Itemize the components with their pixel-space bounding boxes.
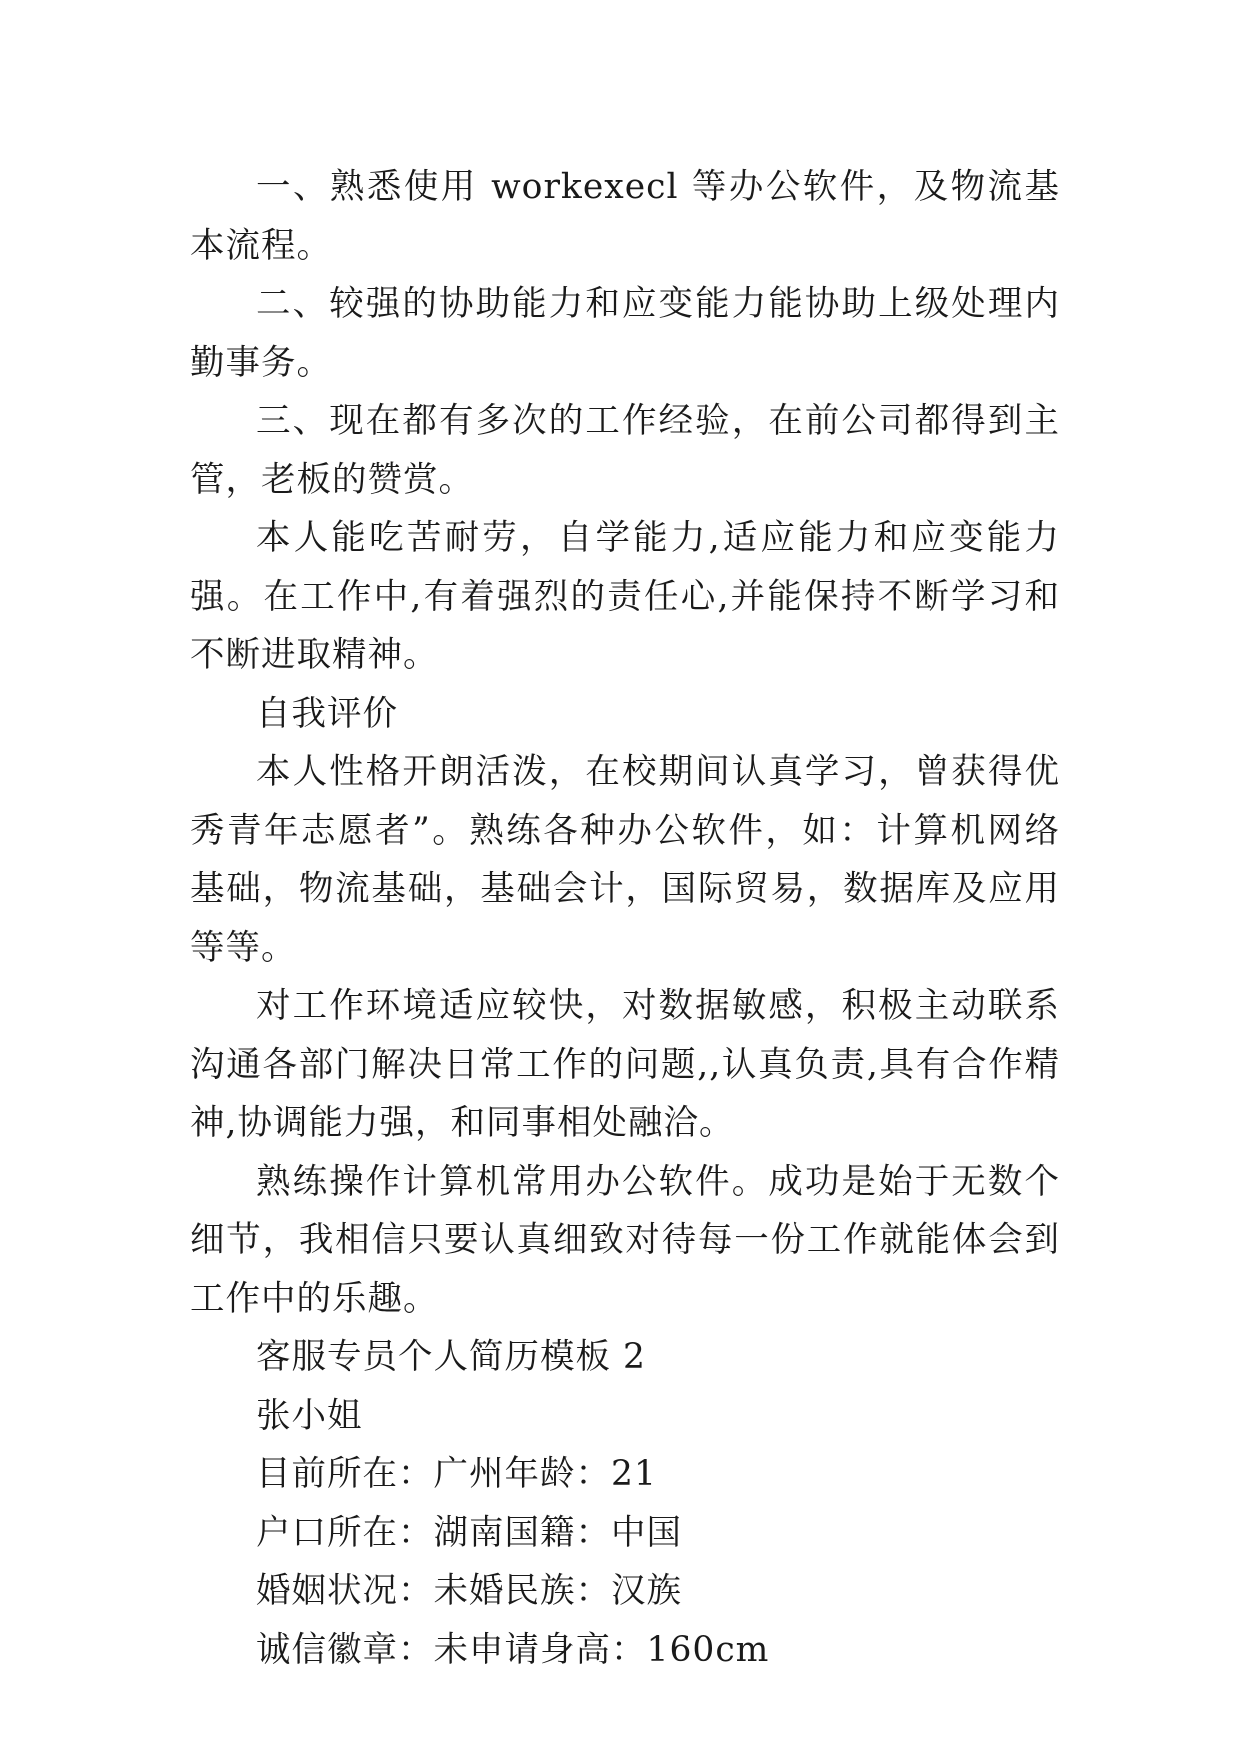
self-evaluation-paragraph-1: 本人性格开朗活泼，在校期间认真学习，曾获得优秀青年志愿者”。熟练各种办公软件，如：计算机网络基础，物流基础，基础会计，国际贸易，数据库及应用等等。 [190,752,1060,968]
resume-name: 张小姐 [256,1395,363,1436]
resume-info-hukou-nationality: 户口所在：湖南国籍：中国 [256,1512,682,1553]
self-evaluation-paragraph-2: 对工作环境适应较快，对数据敏感，积极主动联系沟通各部门解决日常工作的问题,,认真负责,具有合作精神,协调能力强，和同事相处融洽。 [190,986,1060,1143]
document-body [190,158,1060,1679]
resume-info-badge-height: 诚信徽章：未申请身高：160cm [256,1629,770,1670]
section-heading-self-evaluation: 自我评价 [256,693,398,734]
skill-item-2: 二、较强的协助能力和应变能力能协助上级处理内勤事务。 [190,284,1060,383]
self-evaluation-paragraph-3: 熟练操作计算机常用办公软件。成功是始于无数个细节，我相信只要认真细致对待每一份工作就能体会到工作中的乐趣。 [190,1161,1060,1319]
personal-strengths: 本人能吃苦耐劳，自学能力,适应能力和应变能力强。在工作中,有着强烈的责任心,并能保持不断学习和不断进取精神。 [190,518,1060,675]
resume-info-marital-ethnicity: 婚姻状况：未婚民族：汉族 [256,1571,682,1611]
skill-item-3: 三、现在都有多次的工作经验，在前公司都得到主管，老板的赞赏。 [190,401,1060,500]
resume-template-title: 客服专员个人简历模板 2 [256,1337,646,1377]
resume-info-location-age: 目前所在：广州年龄：21 [256,1454,657,1494]
skill-item-1: 一、熟悉使用 workexecl 等办公软件，及物流基本流程。 [190,167,1060,266]
